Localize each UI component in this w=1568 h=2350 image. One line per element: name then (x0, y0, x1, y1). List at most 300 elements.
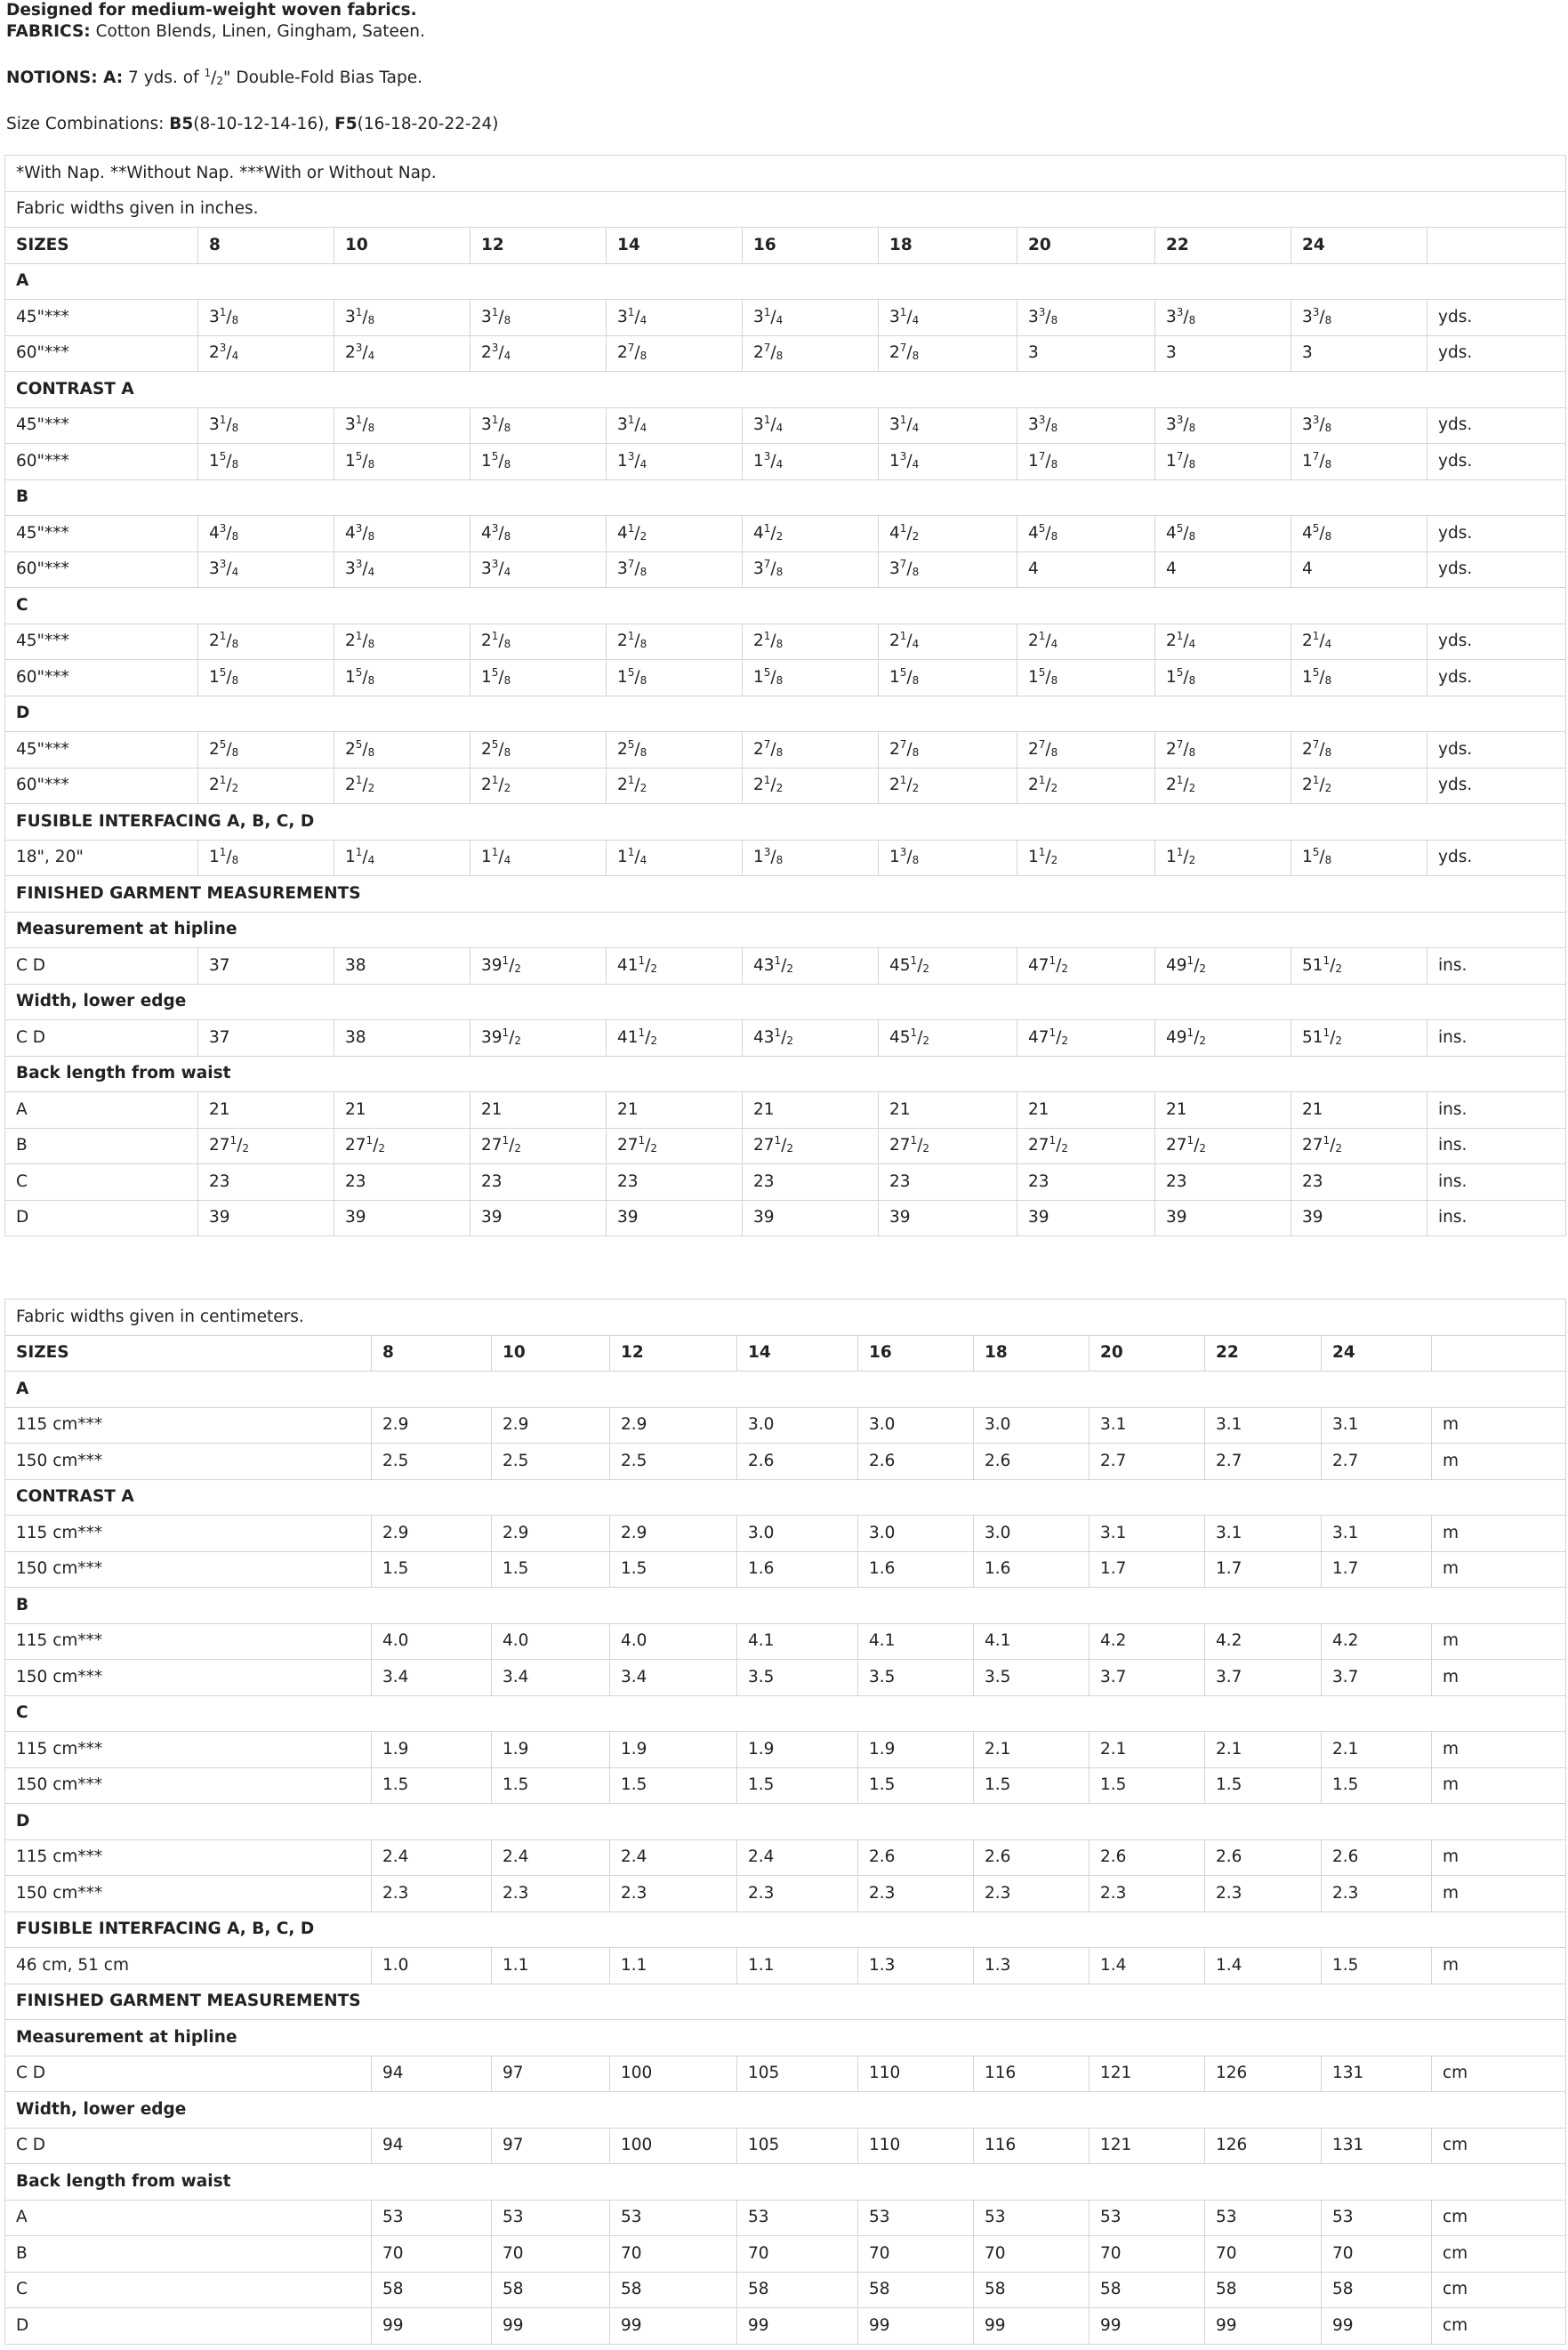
value-cell: $3^1/_8$ (334, 300, 470, 336)
value-cell: $2^7/_8$ (607, 335, 743, 372)
value-cell: 37 (198, 1020, 334, 1057)
value-cell: $27^1/_2$ (470, 1128, 607, 1164)
row-label: 150 cm*** (5, 1876, 372, 1912)
value-cell: 70 (974, 2236, 1090, 2273)
section-title: FINISHED GARMENT MEASUREMENTS (5, 1984, 1566, 2020)
value-cell: 4 (1291, 551, 1427, 588)
section-row (5, 804, 1566, 841)
value-cell: $1^1/_4$ (470, 840, 607, 876)
value-cell: $3^1/_4$ (743, 300, 879, 336)
table-row (5, 2236, 1566, 2273)
value-cell: 2.3 (974, 1876, 1090, 1912)
value-cell: 70 (492, 2236, 610, 2273)
value-cell: $1^5/_8$ (334, 660, 470, 696)
row-label: 46 cm, 51 cm (5, 1948, 372, 1984)
table-row (5, 1623, 1566, 1660)
table-row (5, 2308, 1566, 2345)
value-cell: 2.3 (858, 1876, 974, 1912)
value-cell: 3.4 (372, 1660, 492, 1696)
unit-cell: cm (1432, 2308, 1566, 2345)
value-cell: 53 (974, 2200, 1090, 2236)
cm-header-row (5, 1335, 1566, 1372)
row-label: 150 cm*** (5, 1551, 372, 1588)
value-cell: 53 (1205, 2200, 1322, 2236)
value-cell: $1^5/_8$ (1291, 840, 1427, 876)
section-title: Width, lower edge (5, 2092, 1566, 2129)
table-row (5, 1732, 1566, 1768)
value-cell: $2^7/_8$ (743, 732, 879, 769)
value-cell: 121 (1090, 2056, 1205, 2092)
value-cell: 4.1 (974, 1623, 1090, 1660)
value-cell: 4.0 (372, 1623, 492, 1660)
value-cell: $4^3/_8$ (334, 516, 470, 552)
value-cell: 1.5 (1322, 1767, 1432, 1804)
value-cell: $3^7/_8$ (607, 551, 743, 588)
value-cell: 70 (1090, 2236, 1205, 2273)
size-8-header: 8 (198, 228, 334, 264)
value-cell: 2.4 (372, 1839, 492, 1876)
value-cell: 3.5 (974, 1660, 1090, 1696)
value-cell: 2.3 (737, 1876, 858, 1912)
row-label: 60"*** (5, 768, 198, 804)
value-cell: 1.4 (1205, 1948, 1322, 1984)
value-cell: 3.1 (1205, 1407, 1322, 1444)
value-cell: 99 (1090, 2308, 1205, 2345)
value-cell: $2^5/_8$ (470, 732, 607, 769)
row-label: C (5, 2272, 372, 2308)
section-title: D (5, 1804, 1566, 1840)
row-label: 60"*** (5, 551, 198, 588)
value-cell: 2.3 (1205, 1876, 1322, 1912)
unit-cell: ins. (1427, 1200, 1566, 1236)
row-label: 115 cm*** (5, 1732, 372, 1768)
value-cell: 1.9 (372, 1732, 492, 1768)
value-cell: 70 (372, 2236, 492, 2273)
value-cell: 97 (492, 2056, 610, 2092)
table-row (5, 1516, 1566, 1552)
value-cell: $3^7/_8$ (743, 551, 879, 588)
value-cell: 3.4 (492, 1660, 610, 1696)
value-cell: 1.5 (610, 1551, 737, 1588)
row-label: 60"*** (5, 444, 198, 480)
value-cell: $2^1/_2$ (1291, 768, 1427, 804)
value-cell: $49^1/_2$ (1155, 1020, 1291, 1057)
value-cell: 70 (610, 2236, 737, 2273)
row-label: 60"*** (5, 660, 198, 696)
section-title: C (5, 1695, 1566, 1732)
unit-cell: m (1432, 1660, 1566, 1696)
value-cell: $2^3/_4$ (470, 335, 607, 372)
value-cell: 3.7 (1090, 1660, 1205, 1696)
value-cell: $27^1/_2$ (879, 1128, 1017, 1164)
section-row (5, 588, 1566, 624)
value-cell: 2.6 (974, 1444, 1090, 1480)
value-cell: 1.5 (610, 1767, 737, 1804)
row-label: C D (5, 2128, 372, 2164)
value-cell: 2.9 (610, 1407, 737, 1444)
value-cell: 2.1 (1322, 1732, 1432, 1768)
value-cell: $27^1/_2$ (607, 1128, 743, 1164)
row-label: D (5, 1200, 198, 1236)
value-cell: 121 (1090, 2128, 1205, 2164)
value-cell: $3^1/_4$ (607, 407, 743, 444)
value-cell: 105 (737, 2128, 858, 2164)
value-cell: $4^5/_8$ (1155, 516, 1291, 552)
value-cell: 53 (737, 2200, 858, 2236)
section-row (5, 479, 1566, 516)
section-title: Width, lower edge (5, 984, 1566, 1020)
value-cell: $3^1/_8$ (198, 300, 334, 336)
unit-cell: m (1432, 1444, 1566, 1480)
value-cell: 4.2 (1090, 1623, 1205, 1660)
unit-cell: m (1432, 1516, 1566, 1552)
value-cell: $2^1/_2$ (879, 768, 1017, 804)
value-cell: $2^7/_8$ (1017, 732, 1155, 769)
section-title: Back length from waist (5, 2164, 1566, 2201)
unit-cell: cm (1432, 2272, 1566, 2308)
value-cell: 97 (492, 2128, 610, 2164)
row-label: 45"*** (5, 624, 198, 660)
value-cell: 38 (334, 948, 470, 985)
row-label: 115 cm*** (5, 1407, 372, 1444)
section-row (5, 1056, 1566, 1092)
value-cell: $27^1/_2$ (334, 1128, 470, 1164)
table-row (5, 660, 1566, 696)
unit-cell: yds. (1427, 624, 1566, 660)
section-title: Measurement at hipline (5, 912, 1566, 948)
value-cell: $1^5/_8$ (1017, 660, 1155, 696)
table-row (5, 1128, 1566, 1164)
value-cell: 2.6 (1090, 1839, 1205, 1876)
value-cell: 2.7 (1205, 1444, 1322, 1480)
value-cell: 4 (1155, 551, 1291, 588)
table-row (5, 2200, 1566, 2236)
value-cell: 21 (1291, 1092, 1427, 1129)
value-cell: 3 (1155, 335, 1291, 372)
section-row (5, 696, 1566, 732)
yardage-table-inches (4, 155, 1566, 1236)
row-label: C D (5, 2056, 372, 2092)
value-cell: $3^3/_8$ (1017, 300, 1155, 336)
value-cell: 1.6 (974, 1551, 1090, 1588)
value-cell: 3.1 (1090, 1516, 1205, 1552)
value-cell: $49^1/_2$ (1155, 948, 1291, 985)
value-cell: 1.9 (492, 1732, 610, 1768)
value-cell: $3^1/_8$ (470, 407, 607, 444)
value-cell: $45^1/_2$ (879, 948, 1017, 985)
value-cell: 70 (858, 2236, 974, 2273)
value-cell: 2.3 (492, 1876, 610, 1912)
value-cell: 23 (1017, 1164, 1155, 1201)
value-cell: 1.0 (372, 1948, 492, 1984)
value-cell: 99 (858, 2308, 974, 2345)
value-cell: $2^1/_8$ (743, 624, 879, 660)
row-label: D (5, 2308, 372, 2345)
unit-header (1432, 1335, 1566, 1372)
section-title: A (5, 263, 1566, 300)
value-cell: 1.9 (858, 1732, 974, 1768)
value-cell: $2^1/_2$ (470, 768, 607, 804)
row-label: 150 cm*** (5, 1767, 372, 1804)
value-cell: $3^3/_8$ (1155, 407, 1291, 444)
value-cell: $3^3/_8$ (1155, 300, 1291, 336)
table-row (5, 1839, 1566, 1876)
value-cell: $2^1/_8$ (470, 624, 607, 660)
unit-cell: m (1432, 1767, 1566, 1804)
unit-cell: ins. (1427, 948, 1566, 985)
table-row (5, 444, 1566, 480)
section-row (5, 1911, 1566, 1948)
size-18-header: 18 (974, 1335, 1090, 1372)
value-cell: 3 (1017, 335, 1155, 372)
value-cell: 1.9 (737, 1732, 858, 1768)
row-label: 60"*** (5, 335, 198, 372)
value-cell: 21 (607, 1092, 743, 1129)
unit-cell: m (1432, 1876, 1566, 1912)
value-cell: 99 (974, 2308, 1090, 2345)
value-cell: $43^1/_2$ (743, 1020, 879, 1057)
value-cell: 1.9 (610, 1732, 737, 1768)
value-cell: 23 (743, 1164, 879, 1201)
value-cell: $2^7/_8$ (879, 335, 1017, 372)
notions-line: NOTIONS: A: 7 yds. of $^1/_2$" Double-Fold Bias Tape. (6, 67, 422, 87)
value-cell: $1^5/_8$ (1291, 660, 1427, 696)
value-cell: $27^1/_2$ (743, 1128, 879, 1164)
value-cell: $51^1/_2$ (1291, 1020, 1427, 1057)
value-cell: 3.7 (1322, 1660, 1432, 1696)
size-20-header: 20 (1090, 1335, 1205, 1372)
value-cell: $3^1/_8$ (470, 300, 607, 336)
unit-cell: cm (1432, 2056, 1566, 2092)
value-cell: 23 (879, 1164, 1017, 1201)
value-cell: $3^1/_4$ (879, 407, 1017, 444)
value-cell: 2.9 (372, 1516, 492, 1552)
row-label: 45"*** (5, 407, 198, 444)
value-cell: $4^3/_8$ (198, 516, 334, 552)
table-row (5, 2272, 1566, 2308)
value-cell: 2.7 (1090, 1444, 1205, 1480)
value-cell: $4^1/_2$ (743, 516, 879, 552)
unit-cell: yds. (1427, 444, 1566, 480)
value-cell: 3.0 (858, 1516, 974, 1552)
row-label: 18", 20" (5, 840, 198, 876)
value-cell: 39 (470, 1200, 607, 1236)
value-cell: 1.5 (974, 1767, 1090, 1804)
value-cell: 58 (1322, 2272, 1432, 2308)
section-row (5, 372, 1566, 408)
value-cell: $1^1/_4$ (607, 840, 743, 876)
table-row (5, 948, 1566, 985)
cm-widths-note-text: Fabric widths given in centimeters. (5, 1300, 1566, 1336)
section-title: Back length from waist (5, 1056, 1566, 1092)
table-row (5, 1020, 1566, 1057)
value-cell: 1.6 (737, 1551, 858, 1588)
value-cell: 53 (492, 2200, 610, 2236)
yardage-table-centimeters (4, 1299, 1566, 2345)
value-cell: 2.5 (492, 1444, 610, 1480)
value-cell: 39 (1017, 1200, 1155, 1236)
value-cell: $1^3/_4$ (607, 444, 743, 480)
value-cell: $3^3/_4$ (198, 551, 334, 588)
value-cell: $3^1/_8$ (334, 407, 470, 444)
value-cell: $45^1/_2$ (879, 1020, 1017, 1057)
value-cell: 39 (198, 1200, 334, 1236)
value-cell: 53 (1090, 2200, 1205, 2236)
value-cell: $1^1/_2$ (1155, 840, 1291, 876)
value-cell: 58 (610, 2272, 737, 2308)
value-cell: $1^5/_8$ (743, 660, 879, 696)
table-row (5, 1444, 1566, 1480)
unit-cell: m (1432, 1623, 1566, 1660)
value-cell: $3^1/_4$ (879, 300, 1017, 336)
unit-cell: m (1432, 1839, 1566, 1876)
value-cell: 2.7 (1322, 1444, 1432, 1480)
section-row (5, 1479, 1566, 1516)
value-cell: 3.1 (1205, 1516, 1322, 1552)
fabrics-line: FABRICS: Cotton Blends, Linen, Gingham, Sateen. (6, 22, 425, 41)
value-cell: 21 (470, 1092, 607, 1129)
value-cell: 4 (1017, 551, 1155, 588)
inch-widths-note-text: Fabric widths given in inches. (5, 191, 1566, 228)
unit-cell: yds. (1427, 516, 1566, 552)
value-cell: $2^1/_4$ (1017, 624, 1155, 660)
value-cell: $2^1/_8$ (607, 624, 743, 660)
value-cell: $2^5/_8$ (334, 732, 470, 769)
value-cell: 1.5 (737, 1767, 858, 1804)
table-row (5, 624, 1566, 660)
value-cell: 2.3 (1322, 1876, 1432, 1912)
unit-cell: m (1432, 1407, 1566, 1444)
value-cell: $41^1/_2$ (607, 948, 743, 985)
value-cell: $3^3/_8$ (1291, 407, 1427, 444)
value-cell: 58 (492, 2272, 610, 2308)
value-cell: 110 (858, 2128, 974, 2164)
inch-nap-note (5, 156, 1566, 192)
value-cell: $2^7/_8$ (879, 732, 1017, 769)
value-cell: 39 (879, 1200, 1017, 1236)
value-cell: $3^1/_8$ (198, 407, 334, 444)
value-cell: 70 (737, 2236, 858, 2273)
section-title: A (5, 1372, 1566, 1408)
table-row (5, 1660, 1566, 1696)
value-cell: 99 (610, 2308, 737, 2345)
value-cell: 23 (470, 1164, 607, 1201)
row-label: 115 cm*** (5, 1623, 372, 1660)
size-12-header: 12 (610, 1335, 737, 1372)
value-cell: $1^7/_8$ (1017, 444, 1155, 480)
section-row (5, 1372, 1566, 1408)
intro-line-1: Designed for medium-weight woven fabrics. (6, 1, 417, 20)
size-combinations-value: B5(8-10-12-14-16), F5(16-18-20-22-24) (169, 115, 499, 133)
value-cell: 23 (1291, 1164, 1427, 1201)
value-cell: 1.5 (1322, 1948, 1432, 1984)
value-cell: 4.1 (858, 1623, 974, 1660)
table-row (5, 335, 1566, 372)
value-cell: 100 (610, 2056, 737, 2092)
unit-cell: yds. (1427, 335, 1566, 372)
value-cell: $27^1/_2$ (198, 1128, 334, 1164)
value-cell: 94 (372, 2056, 492, 2092)
size-10-header: 10 (492, 1335, 610, 1372)
row-label: C D (5, 1020, 198, 1057)
value-cell: 3.1 (1322, 1407, 1432, 1444)
section-row (5, 2020, 1566, 2056)
value-cell: 58 (737, 2272, 858, 2308)
value-cell: 126 (1205, 2056, 1322, 2092)
value-cell: 58 (974, 2272, 1090, 2308)
unit-cell: m (1432, 1948, 1566, 1984)
row-label: 115 cm*** (5, 1516, 372, 1552)
section-row (5, 876, 1566, 913)
value-cell: $1^5/_8$ (1155, 660, 1291, 696)
value-cell: $43^1/_2$ (743, 948, 879, 985)
table-row (5, 732, 1566, 769)
section-row (5, 263, 1566, 300)
table-row (5, 1164, 1566, 1201)
value-cell: $51^1/_2$ (1291, 948, 1427, 985)
value-cell: 1.7 (1205, 1551, 1322, 1588)
value-cell: 1.5 (1090, 1767, 1205, 1804)
unit-cell: ins. (1427, 1164, 1566, 1201)
unit-cell: ins. (1427, 1128, 1566, 1164)
value-cell: 99 (372, 2308, 492, 2345)
value-cell: 4.0 (610, 1623, 737, 1660)
size-18-header: 18 (879, 228, 1017, 264)
value-cell: 2.6 (974, 1839, 1090, 1876)
value-cell: $2^1/_4$ (1291, 624, 1427, 660)
size-14-header: 14 (737, 1335, 858, 1372)
size-10-header: 10 (334, 228, 470, 264)
value-cell: $2^1/_2$ (1155, 768, 1291, 804)
pattern-intro (0, 0, 1568, 135)
value-cell: 2.9 (492, 1516, 610, 1552)
size-24-header: 24 (1322, 1335, 1432, 1372)
size-24-header: 24 (1291, 228, 1427, 264)
section-title: FUSIBLE INTERFACING A, B, C, D (5, 1911, 1566, 1948)
value-cell: 70 (1205, 2236, 1322, 2273)
value-cell: $47^1/_2$ (1017, 1020, 1155, 1057)
value-cell: 94 (372, 2128, 492, 2164)
sizes-header: SIZES (5, 1335, 372, 1372)
value-cell: 1.5 (492, 1767, 610, 1804)
value-cell: $1^5/_8$ (198, 444, 334, 480)
row-label: C (5, 1164, 198, 1201)
row-label: A (5, 2200, 372, 2236)
value-cell: 99 (492, 2308, 610, 2345)
row-label: 150 cm*** (5, 1444, 372, 1480)
value-cell: 131 (1322, 2128, 1432, 2164)
value-cell: 4.1 (737, 1623, 858, 1660)
value-cell: $1^7/_8$ (1291, 444, 1427, 480)
value-cell: $1^5/_8$ (879, 660, 1017, 696)
size-12-header: 12 (470, 228, 607, 264)
value-cell: 1.7 (1090, 1551, 1205, 1588)
section-title: CONTRAST A (5, 372, 1566, 408)
value-cell: 3.0 (974, 1407, 1090, 1444)
section-title: B (5, 1588, 1566, 1624)
value-cell: 21 (743, 1092, 879, 1129)
value-cell: 2.6 (1205, 1839, 1322, 1876)
table-row (5, 1767, 1566, 1804)
value-cell: $2^1/_8$ (334, 624, 470, 660)
size-combinations-line: Size Combinations: B5(8-10-12-14-16), F5(16-18-20-22-24) (6, 115, 499, 133)
section-title: C (5, 588, 1566, 624)
value-cell: $3^3/_4$ (334, 551, 470, 588)
value-cell: $1^3/_8$ (879, 840, 1017, 876)
section-title: CONTRAST A (5, 1479, 1566, 1516)
unit-cell: yds. (1427, 660, 1566, 696)
value-cell: 2.3 (1090, 1876, 1205, 1912)
